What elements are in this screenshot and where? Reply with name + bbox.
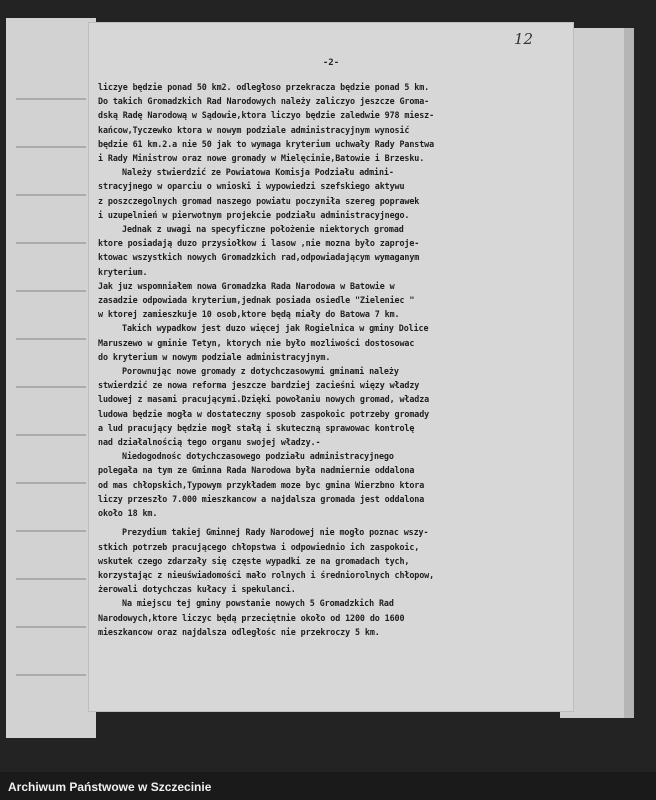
- text-line: wskutek czego zdarzały się częste wypadki ze na gromadach tych,: [98, 555, 410, 566]
- scanned-page: [88, 22, 574, 712]
- text-line: Niedogodnośc dotychczasowego podziału administracyjnego: [122, 451, 394, 462]
- typed-text-body: [98, 80, 568, 639]
- text-line: od mas chłopskich,Typowym przykładem moze byc gmina Wierzbno ktora: [98, 479, 425, 490]
- text-line: korzystając z nieuświadomości mało rolnych i średniorolnych chłopow,: [98, 569, 435, 580]
- text-line: Narodowych,ktore liczyc będą przeciętnie około od 1200 do 1600: [98, 612, 405, 623]
- text-line: Maruszewo w gminie Tetyn, ktorych nie było mozliwości dostosowac: [98, 337, 415, 348]
- text-line: zasadzie odpowiada kryterium,jednak posiada osiedle "Zieleniec ": [98, 295, 415, 306]
- text-line: do kryterium w nowym podziale administracyjnym.: [98, 351, 331, 362]
- text-line: dską Radę Narodową w Sądowie,ktora liczyo będzie zaledwie 978 miesz-: [98, 110, 435, 121]
- text-line: Porownując nowe gromady z dotychczasowymi gminami należy: [122, 366, 399, 377]
- text-line: i Rady Ministrow oraz nowe gromady w Mielęcinie,Batowie i Brzesku.: [98, 153, 425, 164]
- text-line: kańcow,Tyczewko ktora w nowym podziale administracyjnym wynosić: [98, 124, 410, 135]
- archive-name-label: Archiwum Państwowe w Szczecinie: [8, 780, 212, 794]
- text-line: i uzupelnień w pierwotnym projekcie podziału administracyjnego.: [98, 209, 410, 220]
- text-line: a lud pracujący będzie mogł stałą i skuteczną sprawowac kontrolę: [98, 422, 415, 433]
- text-line: będzie 61 km.2.a nie 50 jak to wymaga kryterium uchwały Rady Panstwa: [98, 138, 435, 149]
- text-line: Do takich Gromadzkich Rad Narodowych należy zaliczyo jeszcze Groma-: [98, 96, 430, 107]
- text-line: liczy przeszło 7.000 mieszkancow a najdalsza gromada jest oddalona: [98, 493, 425, 504]
- text-line: polegała na tym ze Gminna Rada Narodowa była nadmiernie oddalona: [98, 465, 415, 476]
- text-line: Na miejscu tej gminy powstanie nowych 5 Gromadzkich Rad: [122, 598, 394, 609]
- handwritten-folio-number: 12: [514, 30, 534, 48]
- text-line: Takich wypadkow jest duzo więcej jak Rogielnica w gminy Dolice: [122, 323, 429, 334]
- text-line: Jak juz wspomniałem nowa Gromadzka Rada Narodowa w Batowie w: [98, 280, 395, 291]
- text-line: kryterium.: [98, 266, 148, 277]
- text-line: ludowej z masami pracującymi.Dzięki powołaniu nowych gromad, władza: [98, 394, 430, 405]
- text-line: w ktorej zamieszkuje 10 osob,ktore będą miały do Batowa 7 km.: [98, 309, 400, 320]
- text-line: stkich potrzeb pracującego chłopstwa i odpowiednio ich zaspokoic,: [98, 541, 420, 552]
- archive-footer-bar: [0, 772, 656, 800]
- page-edge-shadow: [624, 28, 634, 718]
- text-line: nad działalnością tego organu swojej władzy.-: [98, 437, 321, 448]
- text-line: liczye będzie ponad 50 km2. odległoso przekracza będzie ponad 5 km.: [98, 82, 430, 92]
- text-line: Prezydium takiej Gminnej Rady Narodowej nie mogło poznac wszy-: [122, 527, 429, 538]
- text-line: ludowa będzie mogła w dostateczny sposob zaspokoic potrzeby gromady: [98, 408, 430, 419]
- text-line: ktowac wszystkich nowych Gromadzkich rad,odpowiadającym wymaganym: [98, 252, 420, 263]
- text-line: z poszczegolnych gromad naszego powiatu poczyniła szereg poprawek: [98, 195, 420, 206]
- underlying-page-marks: [16, 98, 86, 722]
- text-line: mieszkancow oraz najdalsza odległośc nie przekroczy 5 km.: [98, 626, 380, 637]
- text-line: stwierdzić ze nowa reforma jeszcze bardziej zacieśni więzy władzy: [98, 380, 420, 391]
- text-line: stracyjnego w oparciu o wnioski i wypowiedzi szefskiego aktywu: [98, 181, 405, 192]
- page-number: -2-: [322, 58, 340, 68]
- text-line: Należy stwierdzić ze Powiatowa Komisja Podziału admini-: [122, 167, 394, 178]
- underlying-page: [6, 18, 96, 738]
- text-line: Jednak z uwagi na specyficzne położenie niektorych gromad: [122, 224, 404, 235]
- text-line: ktore posiadają duzo przysiołkow i lasow ,nie mozna było zaproje-: [98, 238, 420, 249]
- text-line: żerowali dotychczas kułacy i spekulanci.: [98, 584, 296, 595]
- text-line: około 18 km.: [98, 508, 158, 519]
